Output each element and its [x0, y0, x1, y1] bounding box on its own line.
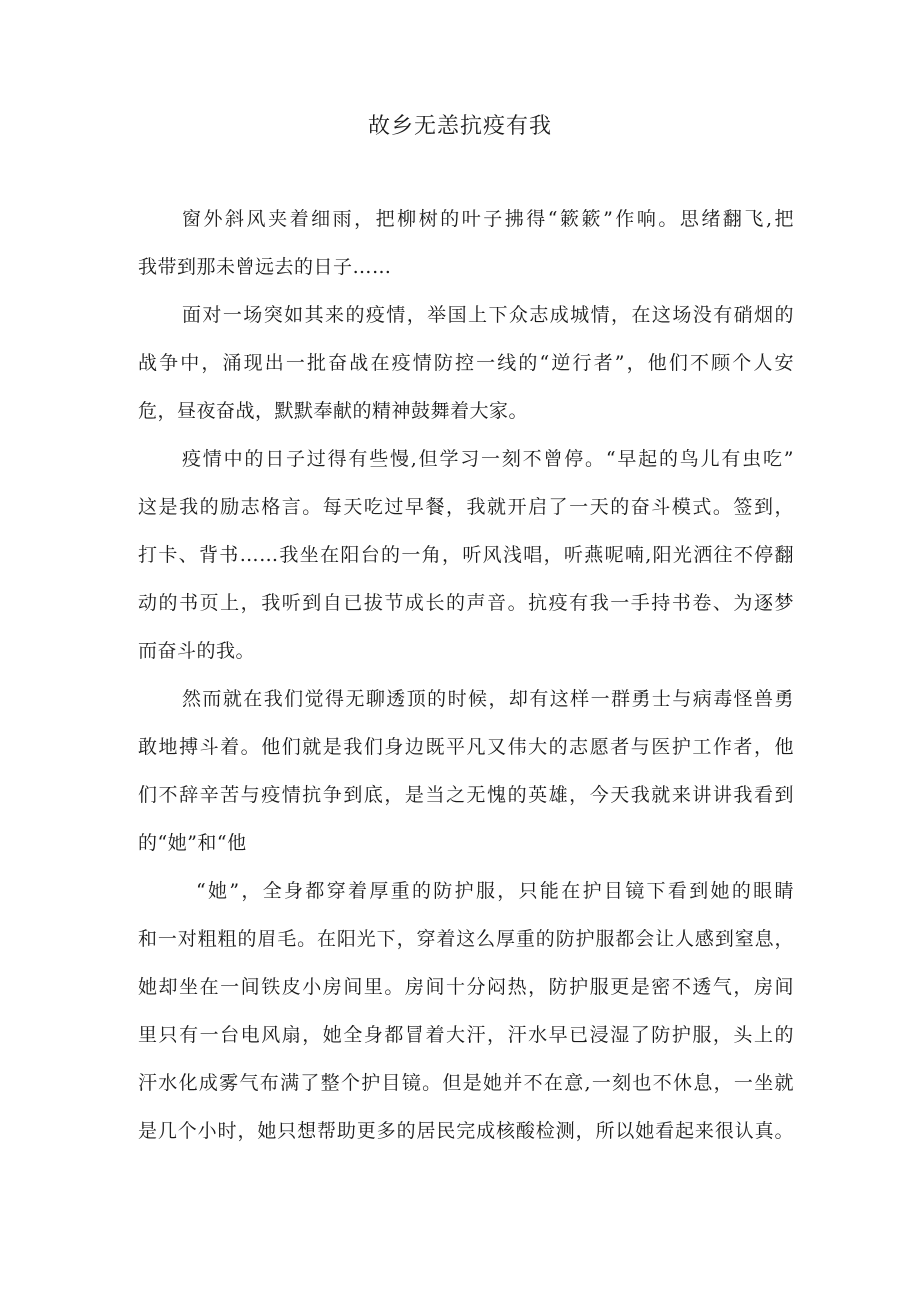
paragraph-line: 是几个小时，她只想帮助更多的居民完成核酸检测，所以她看起来很认真。 [138, 1120, 794, 1142]
paragraph-line: 和一对粗粗的眉毛。在阳光下，穿着这么厚重的防护服都会让人感到窒息， [138, 928, 794, 950]
paragraph-line: 里只有一台电风扇，她全身都冒着大汗，汗水早已浸湿了防护服，头上的 [138, 1024, 794, 1046]
page-title: 故乡无恙抗疫有我 [367, 114, 552, 139]
paragraph-line: “她”，全身都穿着厚重的防护服，只能在护目镜下看到她的眼睛 [196, 880, 794, 902]
paragraph-line: 敢地搏斗着。他们就是我们身边既平凡又伟大的志愿者与医护工作者，他 [138, 736, 794, 758]
paragraph-line: 汗水化成雾气布满了整个护目镜。但是她并不在意,一刻也不休息，一坐就 [138, 1072, 794, 1094]
paragraph-line: 们不辞辛苦与疫情抗争到底，是当之无愧的英雄，今天我就来讲讲我看到 [138, 784, 794, 806]
paragraph-line: 打卡、背书……我坐在阳台的一角，听风浅唱，听燕呢喃,阳光洒往不停翻 [138, 544, 794, 566]
paragraph-line: 窗外斜风夹着细雨，把柳树的叶子拂得“簌簌”作响。思绪翻飞,把 [182, 208, 794, 230]
paragraph-line: 面对一场突如其来的疫情，举国上下众志成城情，在这场没有硝烟的 [182, 304, 794, 326]
essay-body [138, 203, 794, 1163]
paragraph-line: 动的书页上，我听到自已拔节成长的声音。抗疫有我一手持书卷、为逐梦 [138, 592, 794, 614]
paragraph-line: 疫情中的日子过得有些慢,但学习一刻不曾停。“早起的鸟儿有虫吃” [182, 448, 794, 470]
paragraph-line: 我带到那未曾远去的日子…… [138, 256, 392, 278]
paragraph-line: 然而就在我们觉得无聊透顶的时候，却有这样一群勇士与病毒怪兽勇 [182, 688, 794, 710]
paragraph-line: 这是我的励志格言。每天吃过早餐，我就开启了一天的奋斗模式。签到， [138, 496, 794, 518]
paragraph-line: 战争中，涌现出一批奋战在疫情防控一线的“逆行者”，他们不顾个人安 [138, 352, 794, 374]
paragraph-line: 危，昼夜奋战，默默奉献的精神鼓舞着大家。 [138, 400, 529, 422]
paragraph-line: 而奋斗的我。 [138, 640, 256, 662]
paragraph-line: 的“她”和“他 [138, 832, 247, 854]
paragraph-line: 她却坐在一间铁皮小房间里。房间十分闷热，防护服更是密不透气，房间 [138, 976, 794, 998]
